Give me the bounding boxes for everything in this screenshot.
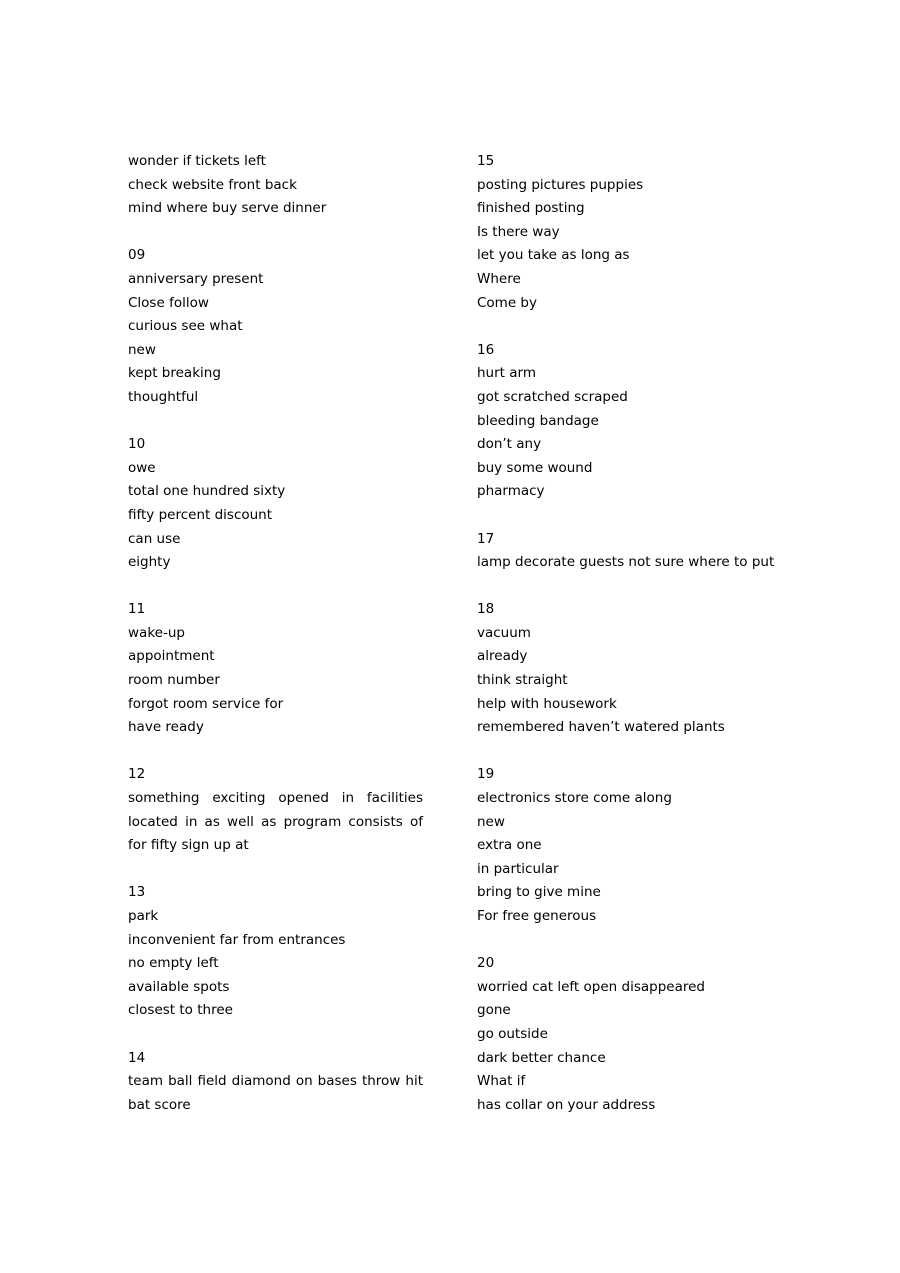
entry-block <box>477 952 777 1117</box>
entry-number: 12 <box>128 766 146 783</box>
entry-line: wonder if tickets left <box>128 153 266 169</box>
left-column <box>128 150 428 1141</box>
entry-line: inconvenient far from entrances <box>128 931 346 948</box>
entry-line: available spots <box>128 978 230 995</box>
entry-number: 09 <box>128 247 146 264</box>
entry-line: For free generous <box>477 908 597 924</box>
entry-number: 19 <box>477 766 495 783</box>
entry-line: buy some wound <box>477 459 593 476</box>
entry-line: owe <box>128 459 156 476</box>
entry-line: extra one <box>477 837 542 854</box>
entry-line: in particular <box>477 860 559 877</box>
entry-line: park <box>128 908 159 924</box>
entry-block <box>477 763 777 928</box>
entry-line: let you take as long as <box>477 247 630 264</box>
entry-line: vacuum <box>477 624 531 641</box>
entry-line: curious see what <box>128 318 243 335</box>
entry-number: 13 <box>128 884 146 901</box>
entry-line: lamp decorate guests not sure where to put <box>477 554 775 571</box>
entry-line: can use <box>128 530 181 547</box>
entry-number: 15 <box>477 153 495 169</box>
entry-line: think straight <box>477 672 568 689</box>
entry-line: Where <box>477 270 521 287</box>
entry-line: What if <box>477 1073 526 1090</box>
entry-line: wake-up <box>128 624 185 641</box>
entry-block <box>128 150 428 221</box>
entry-number: 16 <box>477 341 495 358</box>
entry-block <box>477 598 777 740</box>
entry-line: mind where buy serve dinner <box>128 200 327 217</box>
entry-number: 18 <box>477 601 495 618</box>
right-column <box>477 150 777 1141</box>
entry-line: posting pictures puppies <box>477 176 644 193</box>
entry-line: eighty <box>128 554 171 571</box>
entry-line: forgot room service for <box>128 695 284 712</box>
entry-line: new <box>477 813 505 830</box>
entry-block <box>128 433 428 575</box>
entry-line: don’t any <box>477 436 542 453</box>
entry-line: bring to give mine <box>477 884 601 901</box>
entry-line: Come by <box>477 294 537 311</box>
entry-line: closest to three <box>128 1002 233 1019</box>
entry-line: thoughtful <box>128 388 199 405</box>
entry-block <box>128 1047 428 1118</box>
entry-line: appointment <box>128 648 215 665</box>
entry-paragraph: team ball field diamond on bases throw hit bat score <box>128 1073 423 1113</box>
entry-line: has collar on your address <box>477 1096 656 1113</box>
entry-block <box>477 339 777 504</box>
entry-line: kept breaking <box>128 365 221 382</box>
entry-block <box>128 763 428 857</box>
entry-block <box>128 881 428 1023</box>
entry-line: got scratched scraped <box>477 388 628 405</box>
entry-line: room number <box>128 672 220 689</box>
entry-line: bleeding bandage <box>477 412 599 429</box>
entry-line: check website front back <box>128 176 297 193</box>
entry-line: already <box>477 648 528 665</box>
entry-paragraph: something exciting opened in facilities located in as well as program consists of for fifty sign up at <box>128 790 423 854</box>
entry-line: total one hundred sixty <box>128 483 286 500</box>
entry-block <box>477 528 777 575</box>
entry-line: worried cat left open disappeared <box>477 978 705 995</box>
entry-line: finished posting <box>477 200 585 217</box>
entry-line: have ready <box>128 719 204 736</box>
entry-line: Is there way <box>477 223 560 240</box>
entry-block <box>477 150 777 315</box>
entry-line: hurt arm <box>477 365 536 382</box>
entry-line: remembered haven’t watered plants <box>477 719 725 736</box>
entry-line: Close follow <box>128 294 209 311</box>
entry-line: electronics store come along <box>477 790 672 807</box>
entry-number: 10 <box>128 436 146 453</box>
entry-block <box>128 244 428 409</box>
entry-line: fifty percent discount <box>128 506 273 523</box>
entry-line: pharmacy <box>477 483 545 500</box>
entry-block <box>128 598 428 740</box>
entry-line: no empty left <box>128 955 219 972</box>
entry-line: help with housework <box>477 695 617 712</box>
entry-number: 17 <box>477 530 495 547</box>
entry-number: 11 <box>128 601 146 618</box>
entry-line: go outside <box>477 1025 548 1042</box>
entry-line: anniversary present <box>128 270 264 287</box>
entry-number: 20 <box>477 955 495 972</box>
entry-line: new <box>128 341 156 358</box>
entry-line: dark better chance <box>477 1049 606 1066</box>
entry-line: gone <box>477 1002 511 1019</box>
entry-number: 14 <box>128 1049 146 1066</box>
